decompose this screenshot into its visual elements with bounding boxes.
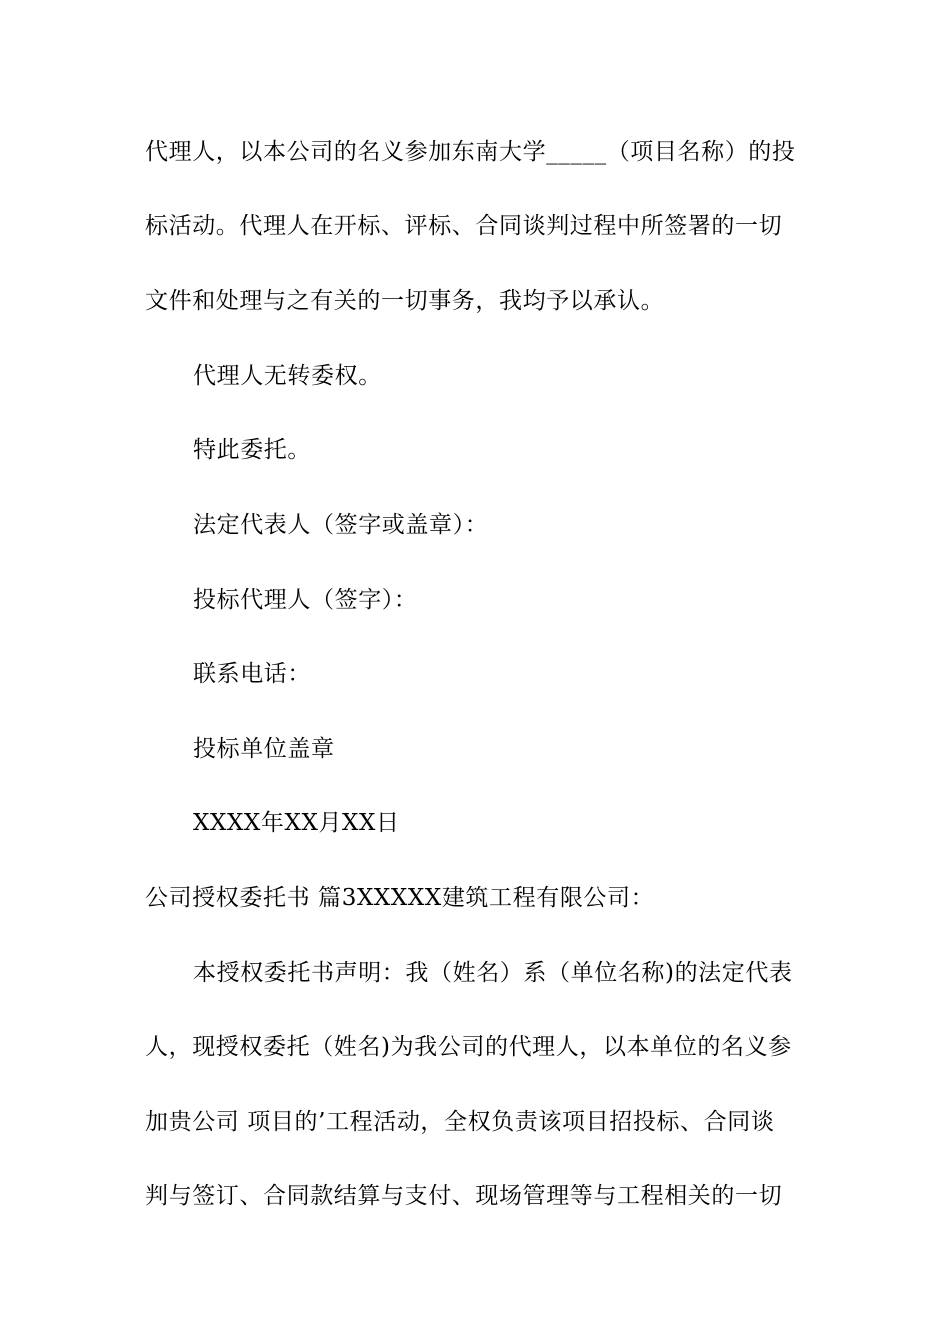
date-line: XXXX年XX月XX日 <box>193 810 400 836</box>
paragraph-line: 标活动。代理人在开标、评标、合同谈判过程中所签署的一切 <box>145 213 783 239</box>
paragraph-line: 判与签订、合同款结算与支付、现场管理等与工程相关的一切 <box>145 1183 783 1209</box>
paragraph-line: 文件和处理与之有关的一切事务，我均予以承认。 <box>145 288 665 314</box>
seal-field-label: 投标单位盖章 <box>193 736 335 762</box>
signature-field-label: 投标代理人（签字）： <box>193 587 418 613</box>
paragraph-line: 本授权委托书声明：我（姓名）系（单位名称)的法定代表 <box>193 960 793 986</box>
section-heading: 公司授权委托书 篇3XXXXX建筑工程有限公司： <box>145 885 655 911</box>
contact-field-label: 联系电话： <box>193 661 311 687</box>
paragraph-line: 特此委托。 <box>193 437 311 463</box>
signature-field-label: 法定代表人（签字或盖章）： <box>193 512 489 538</box>
paragraph-line: 代理人无转委权。 <box>193 363 382 389</box>
paragraph-line: 代理人，以本公司的名义参加东南大学_____（项目名称）的投 <box>145 139 796 165</box>
paragraph-line: 加贵公司 项目的’工程活动，全权负责该项目招投标、合同谈 <box>145 1109 775 1135</box>
paragraph-line: 人，现授权委托（姓名)为我公司的代理人，以本单位的名义参 <box>145 1034 792 1060</box>
